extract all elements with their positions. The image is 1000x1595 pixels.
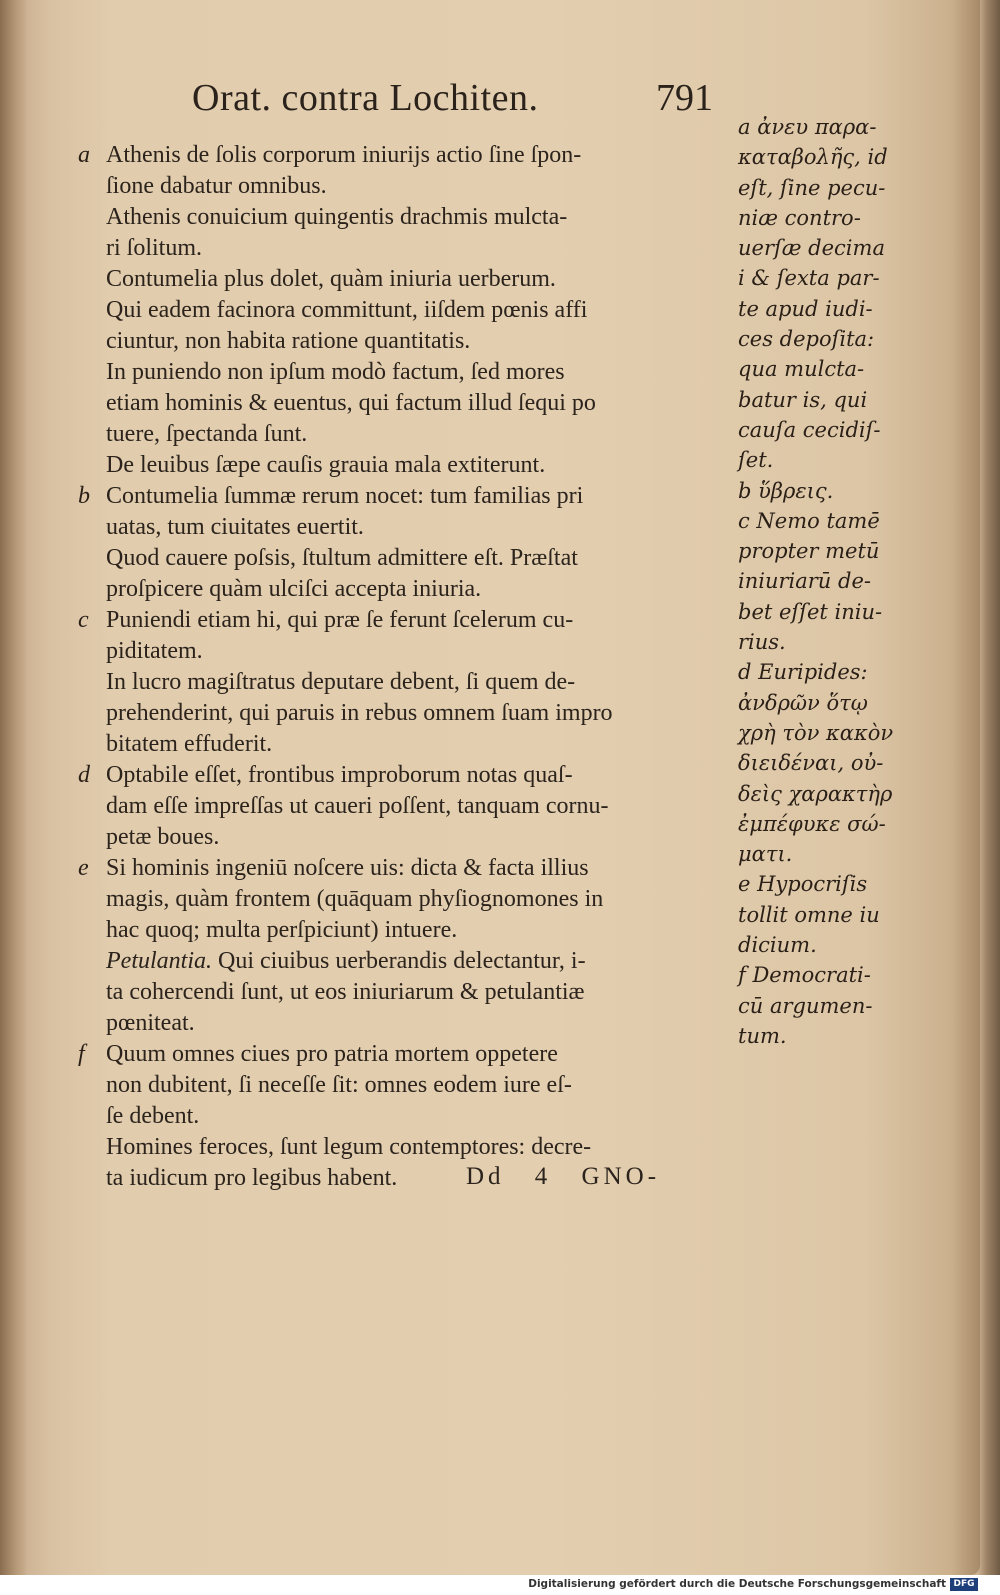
text-line	[78, 760, 726, 791]
line-text: Si hominis ingeniū noſcere uis: dicta & facta illius	[106, 855, 589, 881]
text-line	[78, 543, 726, 574]
line-text: pœniteat.	[106, 1010, 195, 1036]
margin-note-line: cū argumen-	[738, 993, 873, 1018]
binding-shadow	[0, 0, 28, 1575]
note-marker: f	[78, 1041, 85, 1067]
margin-note-line: batur is, qui	[738, 387, 868, 412]
margin-note-line: eſt, ſine pecu-	[738, 175, 886, 200]
margin-note-line: d Euripides:	[738, 660, 868, 685]
text-line	[78, 450, 726, 481]
line-text: uatas, tum ciuitates euertit.	[106, 514, 364, 540]
text-line	[78, 357, 726, 388]
margin-notes	[738, 112, 938, 1051]
running-title: Orat. contra Lochiten.	[192, 77, 539, 119]
line-text: hac quoq; multa perſpiciunt) intuere.	[106, 917, 458, 943]
line-text: Contumelia plus dolet, quàm iniuria uerberum.	[106, 266, 556, 292]
text-line	[78, 419, 726, 450]
text-line	[78, 233, 726, 264]
text-line	[78, 636, 726, 667]
text-line	[78, 946, 726, 977]
line-text: ſe debent.	[106, 1103, 200, 1129]
margin-note-line: tollit omne iu	[738, 902, 880, 927]
line-text: ſione dabatur omnibus.	[106, 173, 327, 199]
note-marker: b	[78, 483, 90, 509]
text-line	[78, 1101, 726, 1132]
margin-note-line: ἀνδρῶν ὅτῳ	[738, 690, 868, 715]
line-text: ta cohercendi ſunt, ut eos iniuriarum & petulantiæ	[106, 979, 585, 1005]
text-line	[78, 171, 726, 202]
margin-note-line: iniuriarū de-	[738, 569, 871, 594]
text-line	[78, 1070, 726, 1101]
line-text: Quum omnes ciues pro patria mortem oppetere	[106, 1041, 558, 1067]
footer-credit: Digitalisierung gefördert durch die Deutsche Forschungsgemeinschaft	[528, 1578, 946, 1590]
page-number: 791	[656, 77, 713, 119]
text-line	[78, 1008, 726, 1039]
margin-note-line: uerſæ decima	[738, 236, 885, 261]
margin-note-line: cauſa cecidiſ-	[738, 417, 881, 442]
margin-note-line: tum.	[738, 1023, 787, 1048]
line-text: In lucro magiſtratus deputare debent, ſi quem de-	[106, 669, 576, 695]
text-line	[78, 512, 726, 543]
text-line	[78, 698, 726, 729]
text-line	[78, 853, 726, 884]
text-line	[78, 977, 726, 1008]
margin-note-line: dicium.	[738, 933, 817, 958]
line-text: bitatem effuderit.	[106, 731, 273, 757]
page-edge	[978, 0, 1000, 1575]
line-text: Athenis conuicium quingentis drachmis mulcta-	[106, 204, 568, 230]
line-text: petæ boues.	[106, 824, 220, 850]
line-text: Qui eadem facinora committunt, iiſdem pœnis affi	[106, 297, 588, 323]
line-text: ta iudicum pro legibus habent.	[106, 1165, 398, 1191]
text-line	[78, 605, 726, 636]
margin-note-line: καταβολῆς, id	[738, 145, 888, 170]
line-text: magis, quàm frontem (quāquam phyſiognomones in	[106, 886, 604, 912]
line-text: Athenis de ſolis corporum iniurijs actio ſine ſpon-	[106, 142, 582, 168]
line-text: tuere, ſpectanda ſunt.	[106, 421, 308, 447]
margin-note-line: δεὶς χαρακτὴρ	[738, 781, 893, 806]
line-text: dam eſſe impreſſas ut caueri poſſent, tanquam cornu-	[106, 793, 609, 819]
note-marker: a	[78, 142, 90, 168]
note-marker: c	[78, 607, 89, 633]
text-line	[78, 1132, 726, 1163]
text-line	[78, 202, 726, 233]
text-line	[78, 326, 726, 357]
margin-note-line: c Nemo tamē	[738, 508, 880, 533]
text-line	[78, 1039, 726, 1070]
margin-note-line: rius.	[738, 630, 786, 655]
text-line	[78, 388, 726, 419]
side-label: Petulantia.	[106, 948, 212, 974]
margin-note-line: i & ſexta par-	[738, 266, 880, 291]
text-line	[78, 822, 726, 853]
margin-note-line: propter metū	[738, 539, 880, 564]
dfg-logo: DFG	[950, 1578, 978, 1591]
margin-note-line: te apud iudi-	[738, 296, 873, 321]
line-text: ri ſolitum.	[106, 235, 202, 261]
footer-bar	[0, 1575, 1000, 1595]
margin-note-line: b ὕβρεις.	[738, 478, 834, 503]
note-marker: e	[78, 855, 89, 881]
margin-note-line: διειδέναι, οὐ-	[738, 751, 884, 776]
line-text: prehenderint, qui paruis in rebus omnem ſuam impro	[106, 700, 613, 726]
margin-note-line: bet eſſet iniu-	[738, 599, 883, 624]
text-line	[78, 264, 726, 295]
line-text: Puniendi etiam hi, qui præ ſe ferunt ſcelerum cu-	[106, 607, 574, 633]
text-line	[78, 884, 726, 915]
line-text: Homines feroces, ſunt legum contemptores: decre-	[106, 1134, 592, 1160]
margin-note-line: ces depoſita:	[738, 327, 875, 352]
catchword: Dd 4 GNO-	[466, 1163, 661, 1190]
text-line	[78, 729, 726, 760]
text-line	[78, 140, 726, 171]
margin-note-line: e Hypocriſis	[738, 872, 868, 897]
line-text: proſpicere quàm ulciſci accepta iniuria.	[106, 576, 482, 602]
text-line	[78, 295, 726, 326]
margin-note-line: ματι.	[738, 842, 793, 867]
margin-note-line: qua mulcta-	[738, 357, 865, 382]
line-text: non dubitent, ſi neceſſe ſit: omnes eodem iure eſ-	[106, 1072, 572, 1098]
line-text: Optabile eſſet, frontibus improborum notas quaſ-	[106, 762, 573, 788]
line-text: Qui ciuibus uerberandis delectantur, i-	[217, 948, 586, 974]
margin-note-line: f Democrati-	[738, 963, 871, 988]
line-text: etiam hominis & euentus, qui factum illud ſequi po	[106, 390, 596, 416]
text-line	[78, 574, 726, 605]
margin-note-line: niæ contro-	[738, 205, 861, 230]
text-line	[78, 667, 726, 698]
margin-note-line: a ἀνευ παρα-	[738, 115, 877, 139]
main-text	[78, 140, 726, 1194]
text-line	[78, 791, 726, 822]
line-text: Quod cauere poſsis, ſtultum admittere eſt. Præſtat	[106, 545, 578, 571]
line-text: ciuntur, non habita ratione quantitatis.	[106, 328, 471, 354]
text-line	[78, 915, 726, 946]
line-text: Contumelia ſummæ rerum nocet: tum familias pri	[106, 483, 584, 509]
margin-note-line: χρὴ τὸν κακὸν	[738, 720, 894, 745]
line-text: In puniendo non ipſum modò factum, ſed mores	[106, 359, 565, 385]
margin-note-line: ἐμπέφυκε σώ-	[738, 811, 886, 836]
line-text: piditatem.	[106, 638, 203, 664]
text-line	[78, 481, 726, 512]
line-text: De leuibus ſæpe cauſis grauia mala extiterunt.	[106, 452, 546, 478]
note-marker: d	[78, 762, 90, 788]
margin-note-line: ſet.	[738, 448, 774, 473]
